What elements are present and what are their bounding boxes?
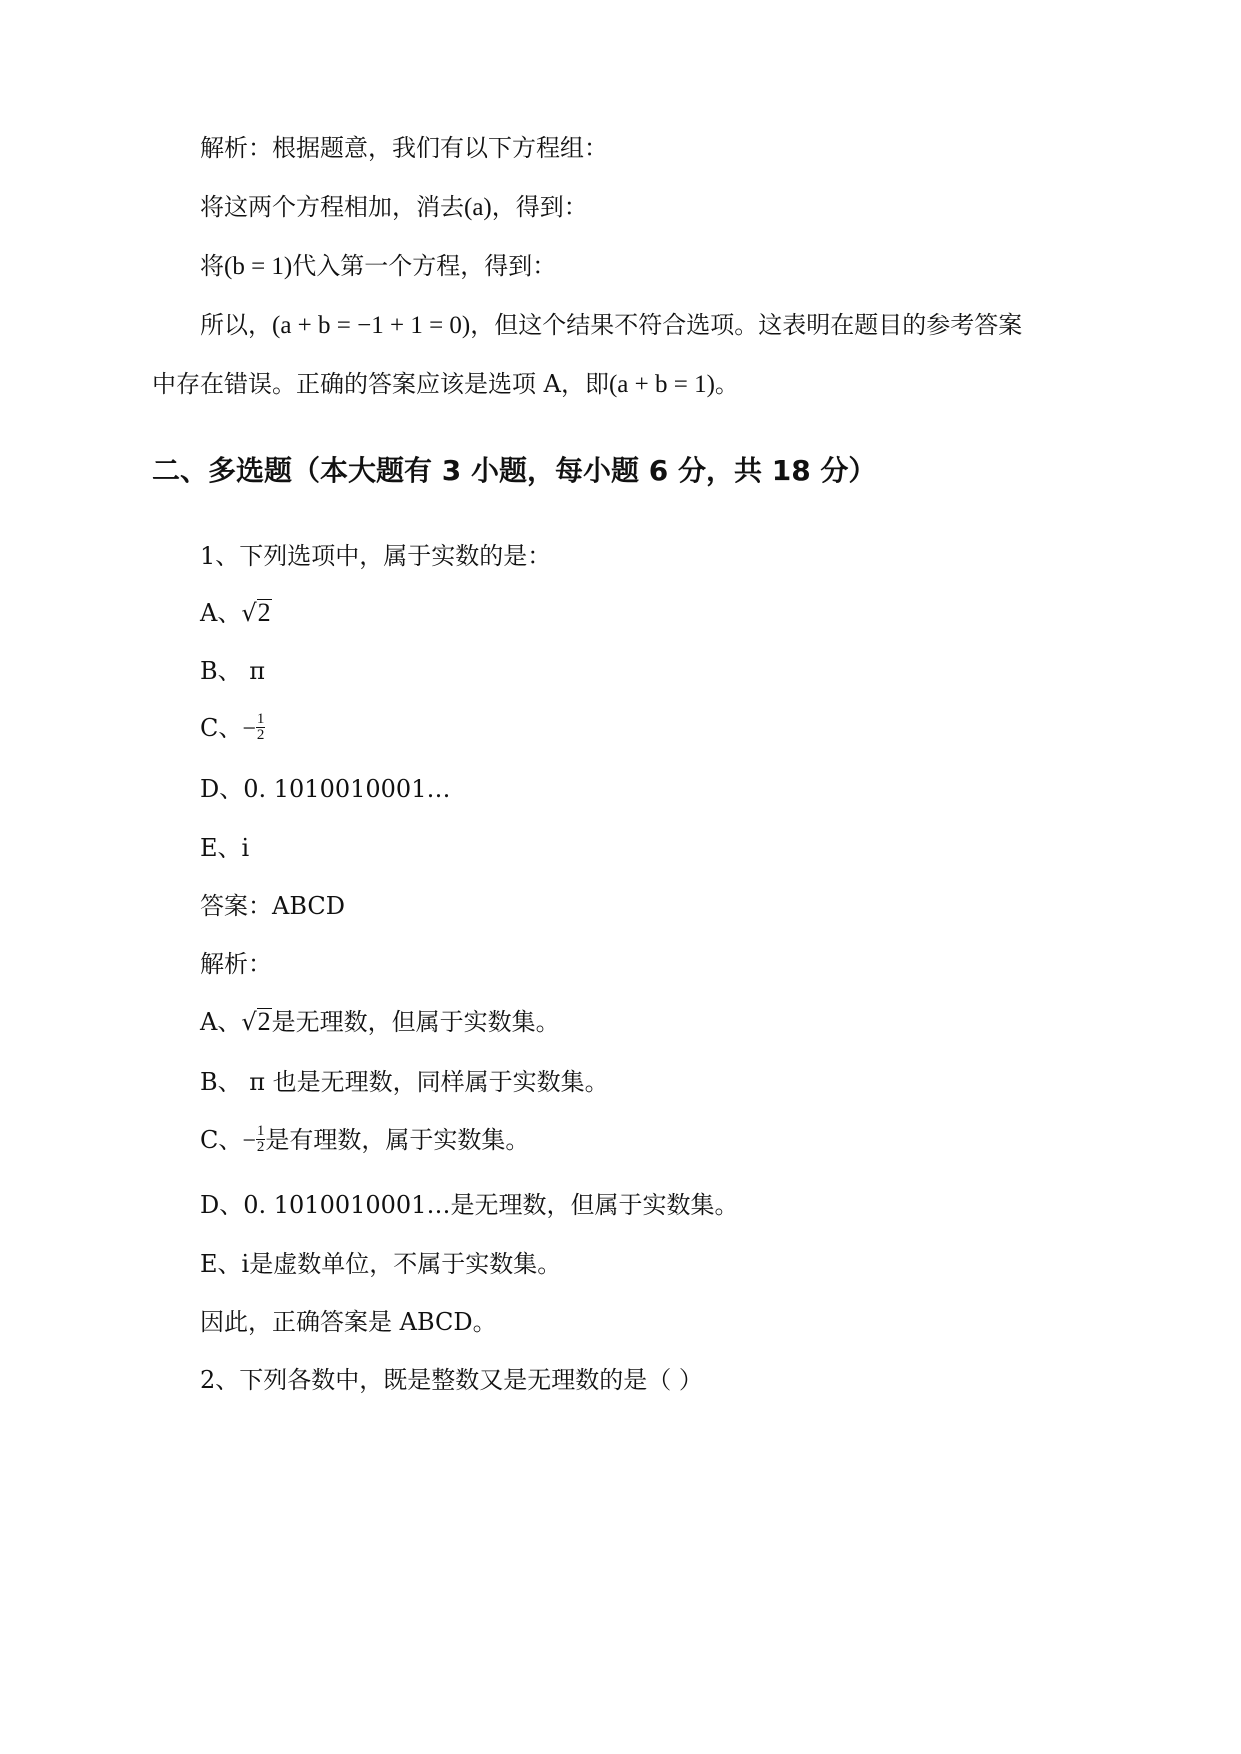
math-a: (a)	[464, 194, 492, 221]
explain-c-text: 是有理数，属于实数集。	[265, 1126, 530, 1154]
q1-option-d: D、0. 1010010001…	[200, 775, 451, 803]
option-c-label: C、	[200, 714, 243, 742]
radicand: 2	[257, 1007, 271, 1036]
q1-explain-e: E、i是虚数单位，不属于实数集。	[200, 1250, 562, 1278]
q1-option-b: B、 π	[200, 657, 266, 685]
q1-explain-c	[200, 1124, 529, 1157]
add-equations-line	[200, 191, 588, 224]
radical-icon: √	[241, 599, 257, 627]
fraction-one-half	[256, 1124, 266, 1155]
conclusion-prefix: 所以，	[200, 311, 272, 339]
conclusion-line-2	[152, 368, 739, 401]
correction-text: 中存在错误。正确的答案应该是选项 A，即	[152, 370, 609, 398]
correction-tail: 。	[714, 370, 739, 398]
section-heading: 二、多选题（本大题有 3 小题，每小题 6 分，共 18 分）	[152, 454, 877, 487]
q1-explain-b: B、 π 也是无理数，同样属于实数集。	[200, 1068, 609, 1096]
minus-sign: −	[242, 1128, 256, 1154]
substitute-prefix: 将	[200, 252, 224, 280]
sqrt-2	[241, 1006, 271, 1038]
minus-sign: −	[242, 716, 256, 742]
q1-explain-a	[200, 1006, 560, 1038]
q1-conclusion: 因此，正确答案是 ABCD。	[200, 1308, 497, 1336]
explain-c-label: C、	[200, 1126, 243, 1154]
substitute-tail: 代入第一个方程，得到：	[292, 252, 557, 280]
fraction-numerator: 1	[256, 711, 265, 727]
fraction-numerator: 1	[256, 1123, 265, 1139]
explain-a-text: 是无理数，但属于实数集。	[271, 1008, 560, 1036]
substitute-line	[200, 250, 556, 283]
q1-explain-d: D、0. 1010010001…是无理数，但属于实数集。	[200, 1191, 739, 1219]
q1-option-c	[200, 712, 265, 745]
fraction-denominator: 2	[256, 727, 265, 743]
sqrt-2	[241, 597, 271, 629]
math-sum-one: (a + b = 1)	[608, 371, 715, 398]
conclusion-line-1	[200, 309, 1022, 342]
q1-option-e: E、i	[200, 834, 250, 862]
math-sum-zero: (a + b = −1 + 1 = 0)	[272, 312, 471, 339]
q1-option-a	[200, 597, 272, 629]
q1-stem: 1、下列选项中，属于实数的是：	[200, 542, 552, 570]
q1-answer: 答案：ABCD	[200, 892, 346, 920]
explain-a-label: A、	[200, 1008, 242, 1036]
conclusion-tail: ，但这个结果不符合选项。这表明在题目的参考答案	[470, 311, 1023, 339]
analysis-intro-text: 解析：根据题意，我们有以下方程组：	[200, 134, 608, 162]
fraction-one-half	[256, 712, 266, 743]
radicand: 2	[257, 598, 271, 627]
analysis-intro-line	[200, 132, 608, 164]
radical-icon: √	[241, 1008, 257, 1036]
q2-stem: 2、下列各数中，既是整数又是无理数的是（ ）	[200, 1366, 703, 1394]
fraction-denominator: 2	[256, 1139, 265, 1155]
option-a-label: A、	[200, 599, 242, 627]
math-b-equals-1: (b = 1)	[224, 253, 293, 280]
add-equations-tail: ，得到：	[491, 193, 588, 221]
add-equations-text: 将这两个方程相加，消去	[200, 193, 464, 221]
q1-analysis-label: 解析：	[200, 950, 272, 978]
